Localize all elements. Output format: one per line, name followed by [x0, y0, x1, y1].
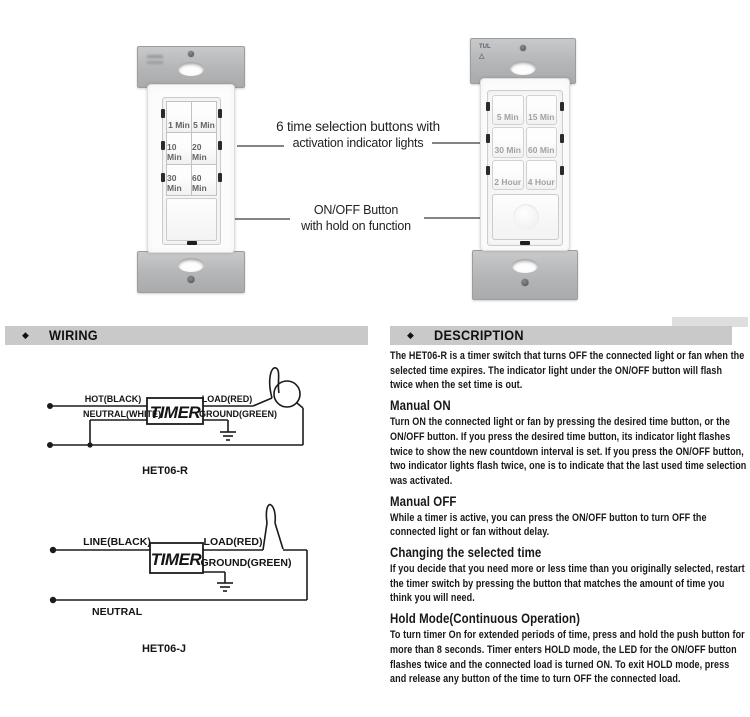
mounting-slot-icon — [510, 61, 536, 75]
product-photo-left — [137, 46, 245, 292]
section-heading-hold-mode: Hold Mode(Continuous Operation) — [390, 610, 581, 627]
wall-plate — [480, 78, 570, 251]
section-heading-manual-off: Manual OFF — [390, 492, 457, 509]
onoff-button-imprint — [513, 204, 539, 230]
timer-box-label: TIMER — [149, 403, 201, 422]
callout-onoff — [272, 203, 440, 233]
triangle-icon: △ — [479, 53, 485, 60]
diagram-model-label: HET06-J — [141, 643, 187, 655]
indicator-light-icon — [218, 141, 222, 150]
section-body-hold-mode: To turn timer On for extended periods of time, press and hold the push button for more than 8 seconds. Timer enters HOLD mode, the LED for the ON/OFF button flashes twice and the connected load is turned ON. To exit HOLD mode, press and release any button of the time to turn OFF the connected load. — [390, 629, 745, 686]
indicator-light-icon — [560, 134, 564, 143]
time-button-label: 15 Min — [528, 112, 555, 123]
mounting-slot-icon — [178, 62, 204, 76]
wire-label-ground: GROUND(GREEN) — [200, 557, 292, 569]
terminal-dot — [50, 597, 56, 603]
led-indicator — [520, 241, 530, 245]
wall-plate — [147, 84, 235, 253]
brand-mark-text: TUL — [479, 44, 491, 50]
section-heading-changing-time: Changing the selected time — [390, 544, 542, 561]
mounting-slot-icon — [178, 258, 204, 272]
diagram-model-label: HET06-R — [142, 465, 188, 477]
indicator-light-icon — [486, 102, 490, 111]
time-button — [492, 127, 524, 157]
wire-label-neutral: NEUTRAL(WHITE) — [83, 409, 161, 419]
wiring-diagram-het06j — [25, 495, 345, 663]
terminal-dot — [47, 403, 53, 409]
time-button-label: 10 Min — [167, 141, 182, 162]
wire-label-line: LINE(BLACK) — [83, 536, 151, 548]
wire-label-hot: HOT(BLACK) — [84, 394, 142, 404]
mounting-bracket-bottom — [137, 251, 245, 293]
description-section-header — [390, 326, 732, 345]
time-button-label: 60 Min — [528, 144, 555, 155]
screw-hole-icon — [520, 45, 526, 51]
indicator-light-icon — [560, 166, 564, 175]
screw-hole-icon — [188, 51, 194, 57]
description-section-title: DESCRIPTION — [433, 328, 524, 343]
faint-stamp-mark — [147, 55, 163, 67]
mounting-slot-icon — [512, 259, 538, 273]
indicator-light-icon — [486, 166, 490, 175]
indicator-light-icon — [218, 109, 222, 118]
brand-mark — [479, 43, 491, 63]
mounting-bracket-top — [137, 46, 245, 88]
terminal-dot — [47, 442, 53, 448]
indicator-light-icon — [560, 102, 564, 111]
screw-icon — [522, 279, 529, 286]
junction-dot — [87, 442, 92, 447]
time-button-label: 30 Min — [494, 144, 521, 155]
time-button-label: 60 Min — [192, 173, 207, 193]
section-heading-manual-on: Manual ON — [390, 397, 451, 414]
time-button-label: 4 Hour — [527, 177, 555, 187]
time-button-label: 30 Min — [167, 173, 182, 193]
time-button-grid — [492, 95, 557, 190]
callout-lines — [0, 0, 750, 320]
wiring-section-title: WIRING — [48, 328, 98, 343]
section-body-changing-time: If you decide that you need more or less time than you originally selected, restart the timer switch by pressing the button that matches the amount of time you think you will need. — [390, 563, 745, 605]
section-body-manual-off: While a timer is active, you can press the ON/OFF button to turn OFF the connected light or fan without delay. — [390, 511, 707, 539]
time-button-label: 5 Min — [193, 120, 215, 131]
wire-label-ground: GROUND(GREEN) — [199, 409, 277, 419]
time-button-grid — [166, 101, 217, 196]
section-body-manual-on: Turn ON the connected light or fan by pressing the desired time button, or the ON/OFF button. If you press the desired time button, its indicator light flashes twice to show the new countdown interval is set. If you press the ON/OFF button, two indicator lights flash twice, one is to indicate that the last used time selection was activated. — [390, 416, 747, 487]
onoff-button — [166, 198, 217, 241]
time-button — [192, 102, 216, 132]
terminal-dot — [50, 547, 56, 553]
onoff-button — [492, 194, 559, 240]
indicator-light-icon — [486, 134, 490, 143]
wire-label-load: LOAD(RED) — [203, 536, 263, 548]
switch-panel — [162, 97, 221, 245]
diamond-bullet-icon: ◆ — [407, 330, 414, 340]
time-button-label: 20 Min — [192, 141, 207, 162]
description-text — [390, 349, 748, 690]
indicator-light-icon — [218, 173, 222, 182]
callout-time-buttons — [262, 119, 454, 150]
callout-text: activation indicator lights — [292, 136, 424, 150]
timer-box-label: TIMER — [150, 550, 202, 569]
callout-text: ON/OFF Button — [313, 203, 399, 217]
mounting-bracket-bottom — [472, 250, 578, 300]
time-button — [492, 95, 524, 125]
callout-text: 6 time selection buttons with — [276, 119, 440, 134]
screw-icon — [188, 276, 195, 283]
time-button — [492, 160, 524, 190]
time-button — [526, 160, 558, 190]
led-indicator — [187, 241, 197, 245]
switch-panel — [487, 90, 563, 246]
time-button-label: 5 Min — [496, 112, 519, 123]
time-button — [526, 127, 558, 157]
wire-label-load: LOAD(RED) — [201, 394, 253, 404]
indicator-light-icon — [161, 141, 165, 150]
wiring-diagram-het06r — [25, 360, 345, 480]
diamond-bullet-icon: ◆ — [22, 330, 29, 340]
product-photo-right — [468, 38, 578, 304]
time-button — [192, 133, 216, 163]
time-button-label: 1 Min — [168, 120, 190, 131]
time-button — [167, 133, 191, 163]
indicator-light-icon — [161, 109, 165, 118]
time-button — [526, 95, 558, 125]
description-intro: The HET06-R is a timer switch that turns OFF the connected light or fan when the selected time expires. The indicator light under the ON/OFF button will flash twice when the set time is out. — [390, 350, 745, 392]
wire-label-neutral: NEUTRAL — [92, 606, 143, 618]
time-button — [167, 102, 191, 132]
time-button — [167, 165, 191, 195]
time-button-label: 2 Hour — [494, 177, 522, 187]
time-button — [192, 165, 216, 195]
callout-text: with hold on function — [301, 219, 411, 233]
indicator-light-icon — [161, 173, 165, 182]
wiring-section-header — [5, 326, 368, 345]
